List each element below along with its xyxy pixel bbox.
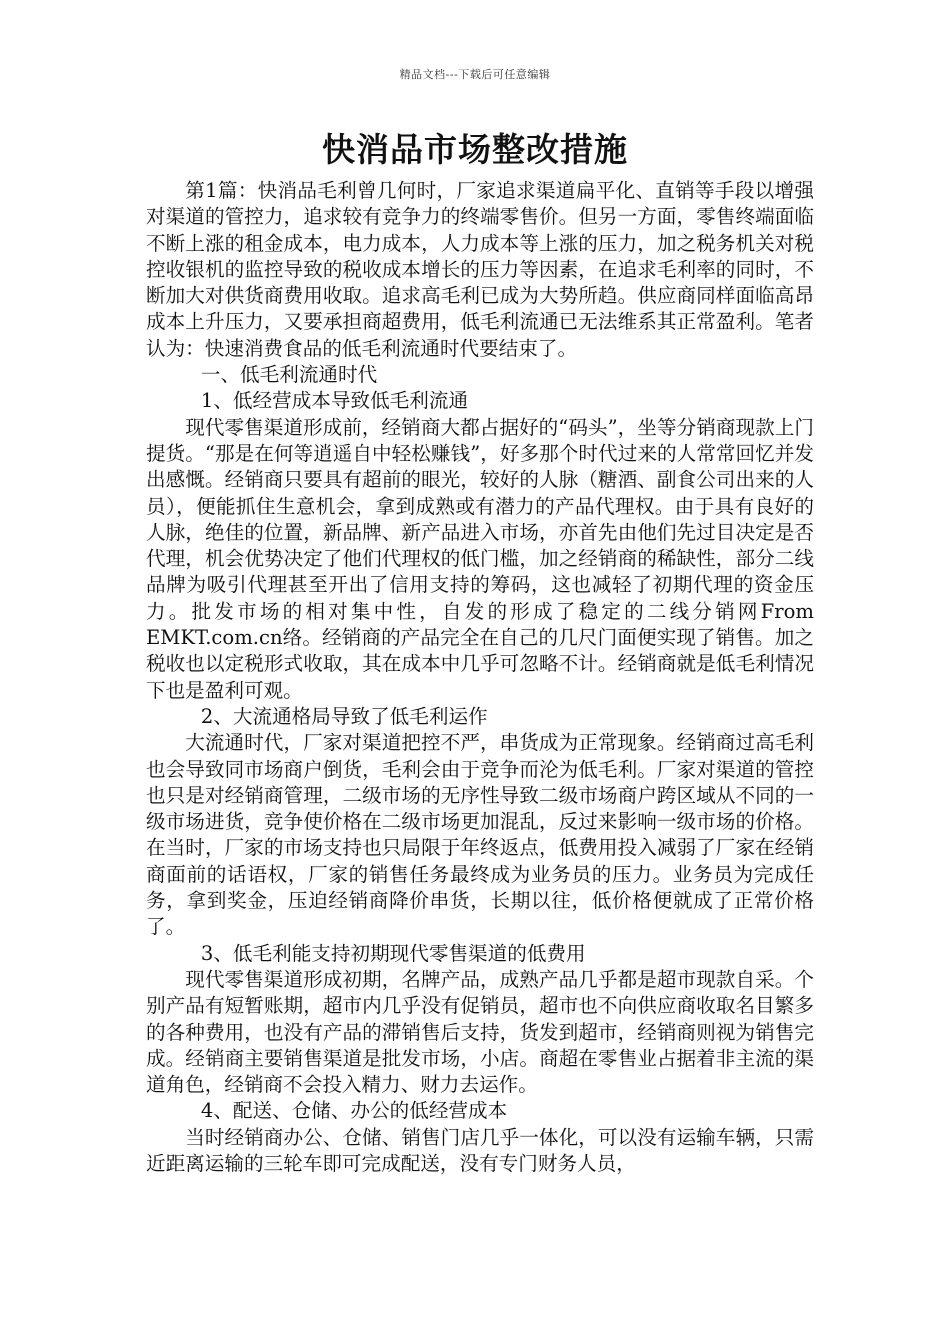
subsection-heading: 4、配送、仓储、办公的低经营成本 <box>200 1099 508 1123</box>
paragraph: 当时经销商办公、仓储、销售门店几乎一体化，可以没有运输车辆，只需近距离运输的三轮车即可完成配送，没有专门财务人员， <box>146 1125 814 1175</box>
document-body <box>146 178 814 1177</box>
paragraph: 大流通时代，厂家对渠道把控不严，串货成为正常现象。经销商过高毛利也会导致同市场商户倒货，毛利会由于竞争而沦为低毛利。厂家对渠道的管控也只是对经销商管理，二级市场的无序性导致二级市场商户跨区域从不同的一级市场进货，竞争使价格在二级市场更加混乱，反过来影响一级市场的价格。在当时，厂家的市场支持也只局限于年终返点，低费用投入减弱了厂家在经销商面前的话语权，厂家的销售任务最终成为业务员的压力。业务员为完成任务，拿到奖金，压迫经销商降价串货，长期以往，低价格便就成了正常价格了。 <box>146 731 814 939</box>
document-title: 快消品市场整改措施 <box>322 130 628 169</box>
subsection-heading: 3、低毛利能支持初期现代零售渠道的低费用 <box>200 941 586 965</box>
paragraph-intro: 第1篇：快消品毛利曾几何时，厂家追求渠道扁平化、直销等手段以增强对渠道的管控力，追求较有竞争力的终端零售价。但另一方面，零售终端面临不断上涨的租金成本，电力成本，人力成本等上涨的压力，加之税务机关对税控收银机的监控导致的税收成本增长的压力等因素，在追求毛利率的同时，不断加大对供货商费用收取。追求高毛利已成为大势所趋。供应商同样面临高昂成本上升压力，又要承担商超费用，低毛利流通已无法维系其正常盈利。笔者认为：快速消费食品的低毛利流通时代要结束了。 <box>146 179 814 360</box>
paragraph: 现代零售渠道形成前，经销商大都占据好的“码头”，坐等分销商现款上门提货。“那是在何等逍遥自中轻松赚钱”，好多那个时代过来的人常常回忆并发出感慨。经销商只要具有超前的眼光，较好的人脉（糖酒、副食公司出来的人员），便能抓住生意机会，拿到成熟或有潜力的产品代理权。由于具有良好的人脉，绝佳的位置，新品牌、新产品进入市场，亦首先由他们先过目决定是否代理，机会优势决定了他们代理权的低门槛，加之经销商的稀缺性，部分二线品牌为吸引代理甚至开出了信用支持的筹码，这也减轻了初期代理的资金压力。批发市场的相对集中性，自发的形成了稳定的二线分销网From EMKT.com.cn络。经销商的产品完全在自己的几尺门面便实现了销售。加之税收也以定税形式收取，其在成本中几乎可忽略不计。经销商就是低毛利情况下也是盈利可观。 <box>146 415 814 702</box>
paragraph: 现代零售渠道形成初期，名牌产品，成熟产品几乎都是超市现款自采。个别产品有短暂账期，超市内几乎没有促销员，超市也不向供应商收取名目繁多的各种费用，也没有产品的滞销售后支持，货发到超市，经销商则视为销售完成。经销商主要销售渠道是批发市场，小店。商超在零售业占据着非主流的渠道角色，经销商不会投入精力、财力去运作。 <box>146 967 814 1097</box>
section-heading: 一、低毛利流通时代 <box>200 363 378 387</box>
subsection-heading: 2、大流通格局导致了低毛利运作 <box>200 704 488 728</box>
subsection-heading: 1、低经营成本导致低毛利流通 <box>200 389 469 413</box>
page-header: 精品文档---下载后可任意编辑 <box>399 68 551 81</box>
